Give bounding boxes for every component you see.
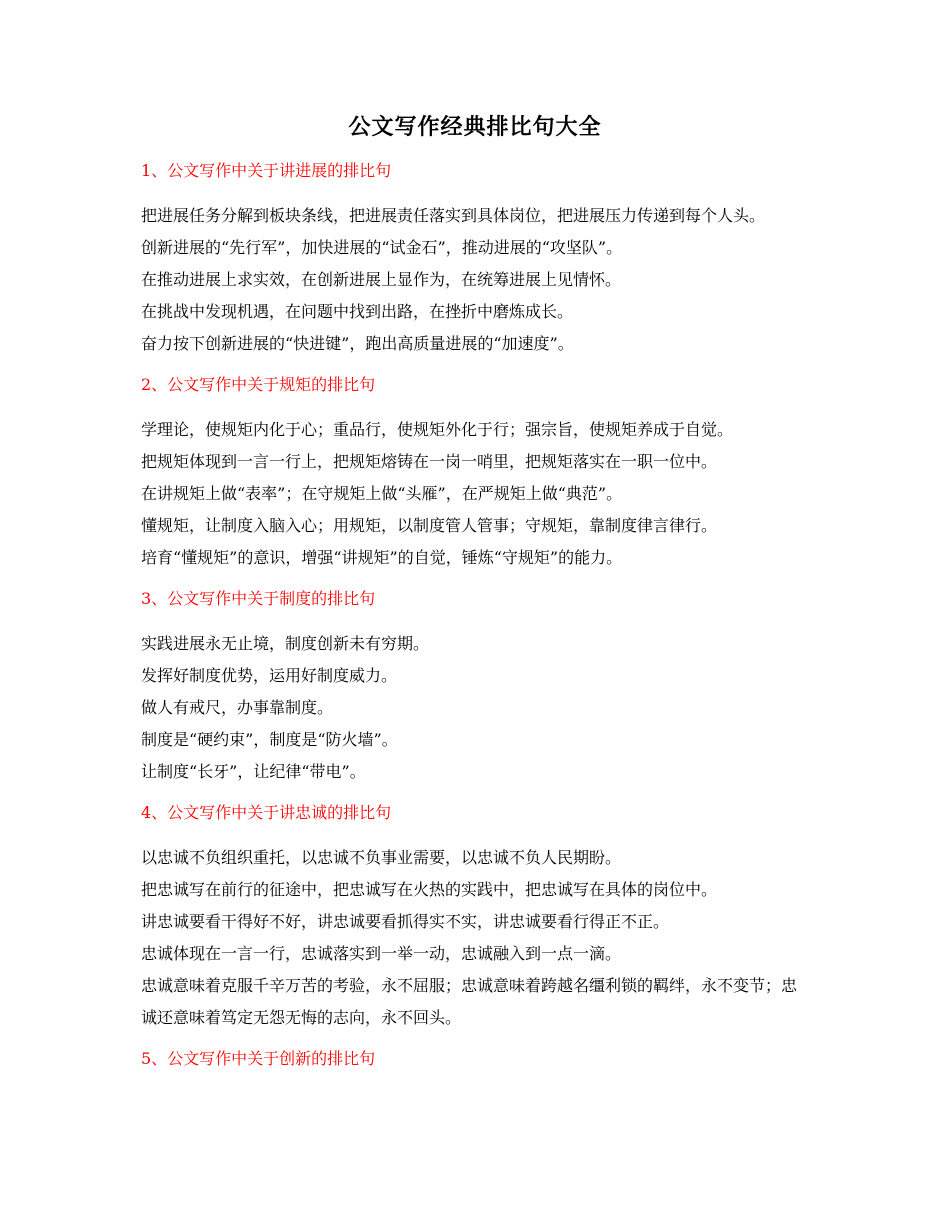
sentence-line: 在讲规矩上做“表率”；在守规矩上做“头雁”，在严规矩上做“典范”。 [141,484,623,503]
section-heading: 4、公文写作中关于讲忠诚的排比句 [141,803,392,822]
sentence-line: 忠诚体现在一言一行，忠诚落实到一举一动，忠诚融入到一点一滴。 [141,944,622,963]
sentence-line: 实践进展永无止境，制度创新未有穷期。 [141,634,430,653]
sentence-line: 以忠诚不负组织重托，以忠诚不负事业需要，以忠诚不负人民期盼。 [141,848,622,867]
sentence-line: 把忠诚写在前行的征途中，把忠诚写在火热的实践中，把忠诚写在具体的岗位中。 [141,880,718,899]
sentence-line: 懂规矩，让制度入脑入心；用规矩，以制度管人管事；守规矩，靠制度律言律行。 [141,516,718,535]
sentence-line: 在挑战中发现机遇，在问题中找到出路，在挫折中磨炼成长。 [141,302,574,321]
sentence-line: 在推动进展上求实效，在创新进展上显作为，在统筹进展上见情怀。 [141,270,622,289]
sentence-line: 创新进展的“先行军”，加快进展的“试金石”，推动进展的“攻坚队”。 [141,238,623,257]
section-heading: 5、公文写作中关于创新的排比句 [141,1049,376,1068]
section-heading: 1、公文写作中关于讲进展的排比句 [141,161,392,180]
sentence-line: 奋力按下创新进展的“快进键”，跑出高质量进展的“加速度”。 [141,334,574,353]
section-3 [141,582,809,788]
sentence-line: 制度是“硬约束”，制度是“防火墙”。 [141,730,398,749]
sentence-line: 把进展任务分解到板块条线，把进展责任落实到具体岗位，把进展压力传递到每个人头。 [141,206,766,225]
section-lines [141,414,809,574]
section-lines [141,200,809,360]
section-heading: 2、公文写作中关于规矩的排比句 [141,375,376,394]
sentence-line: 让制度“长牙”，让纪律“带电”。 [141,762,366,781]
sentence-line: 学理论，使规矩内化于心；重品行，使规矩外化于行；强宗旨，使规矩养成于自觉。 [141,420,734,439]
section-lines [141,628,809,788]
sentence-line: 忠诚意味着克服千辛万苦的考验，永不屈服；忠诚意味着跨越名缰利锁的羁绊，永不变节；忠诚还意味着笃定无怨无悔的志向，永不回头。 [141,976,798,1027]
section-2 [141,368,809,574]
sentence-line: 培育“懂规矩”的意识，增强“讲规矩”的自觉，锤炼“守规矩”的能力。 [141,548,623,567]
sentence-line: 发挥好制度优势，运用好制度威力。 [141,666,398,685]
document-title: 公文写作经典排比句大全 [348,114,602,140]
section-1 [141,154,809,360]
section-lines [141,842,809,1034]
sentence-line: 讲忠诚要看干得好不好，讲忠诚要看抓得实不实，讲忠诚要看行得正不正。 [141,912,670,931]
section-4 [141,796,809,1034]
sentence-line: 把规矩体现到一言一行上，把规矩熔铸在一岗一哨里，把规矩落实在一职一位中。 [141,452,718,471]
document-body [141,154,809,1076]
section-heading: 3、公文写作中关于制度的排比句 [141,589,376,608]
sentence-line: 做人有戒尺，办事靠制度。 [141,698,334,717]
section-5 [141,1042,809,1076]
